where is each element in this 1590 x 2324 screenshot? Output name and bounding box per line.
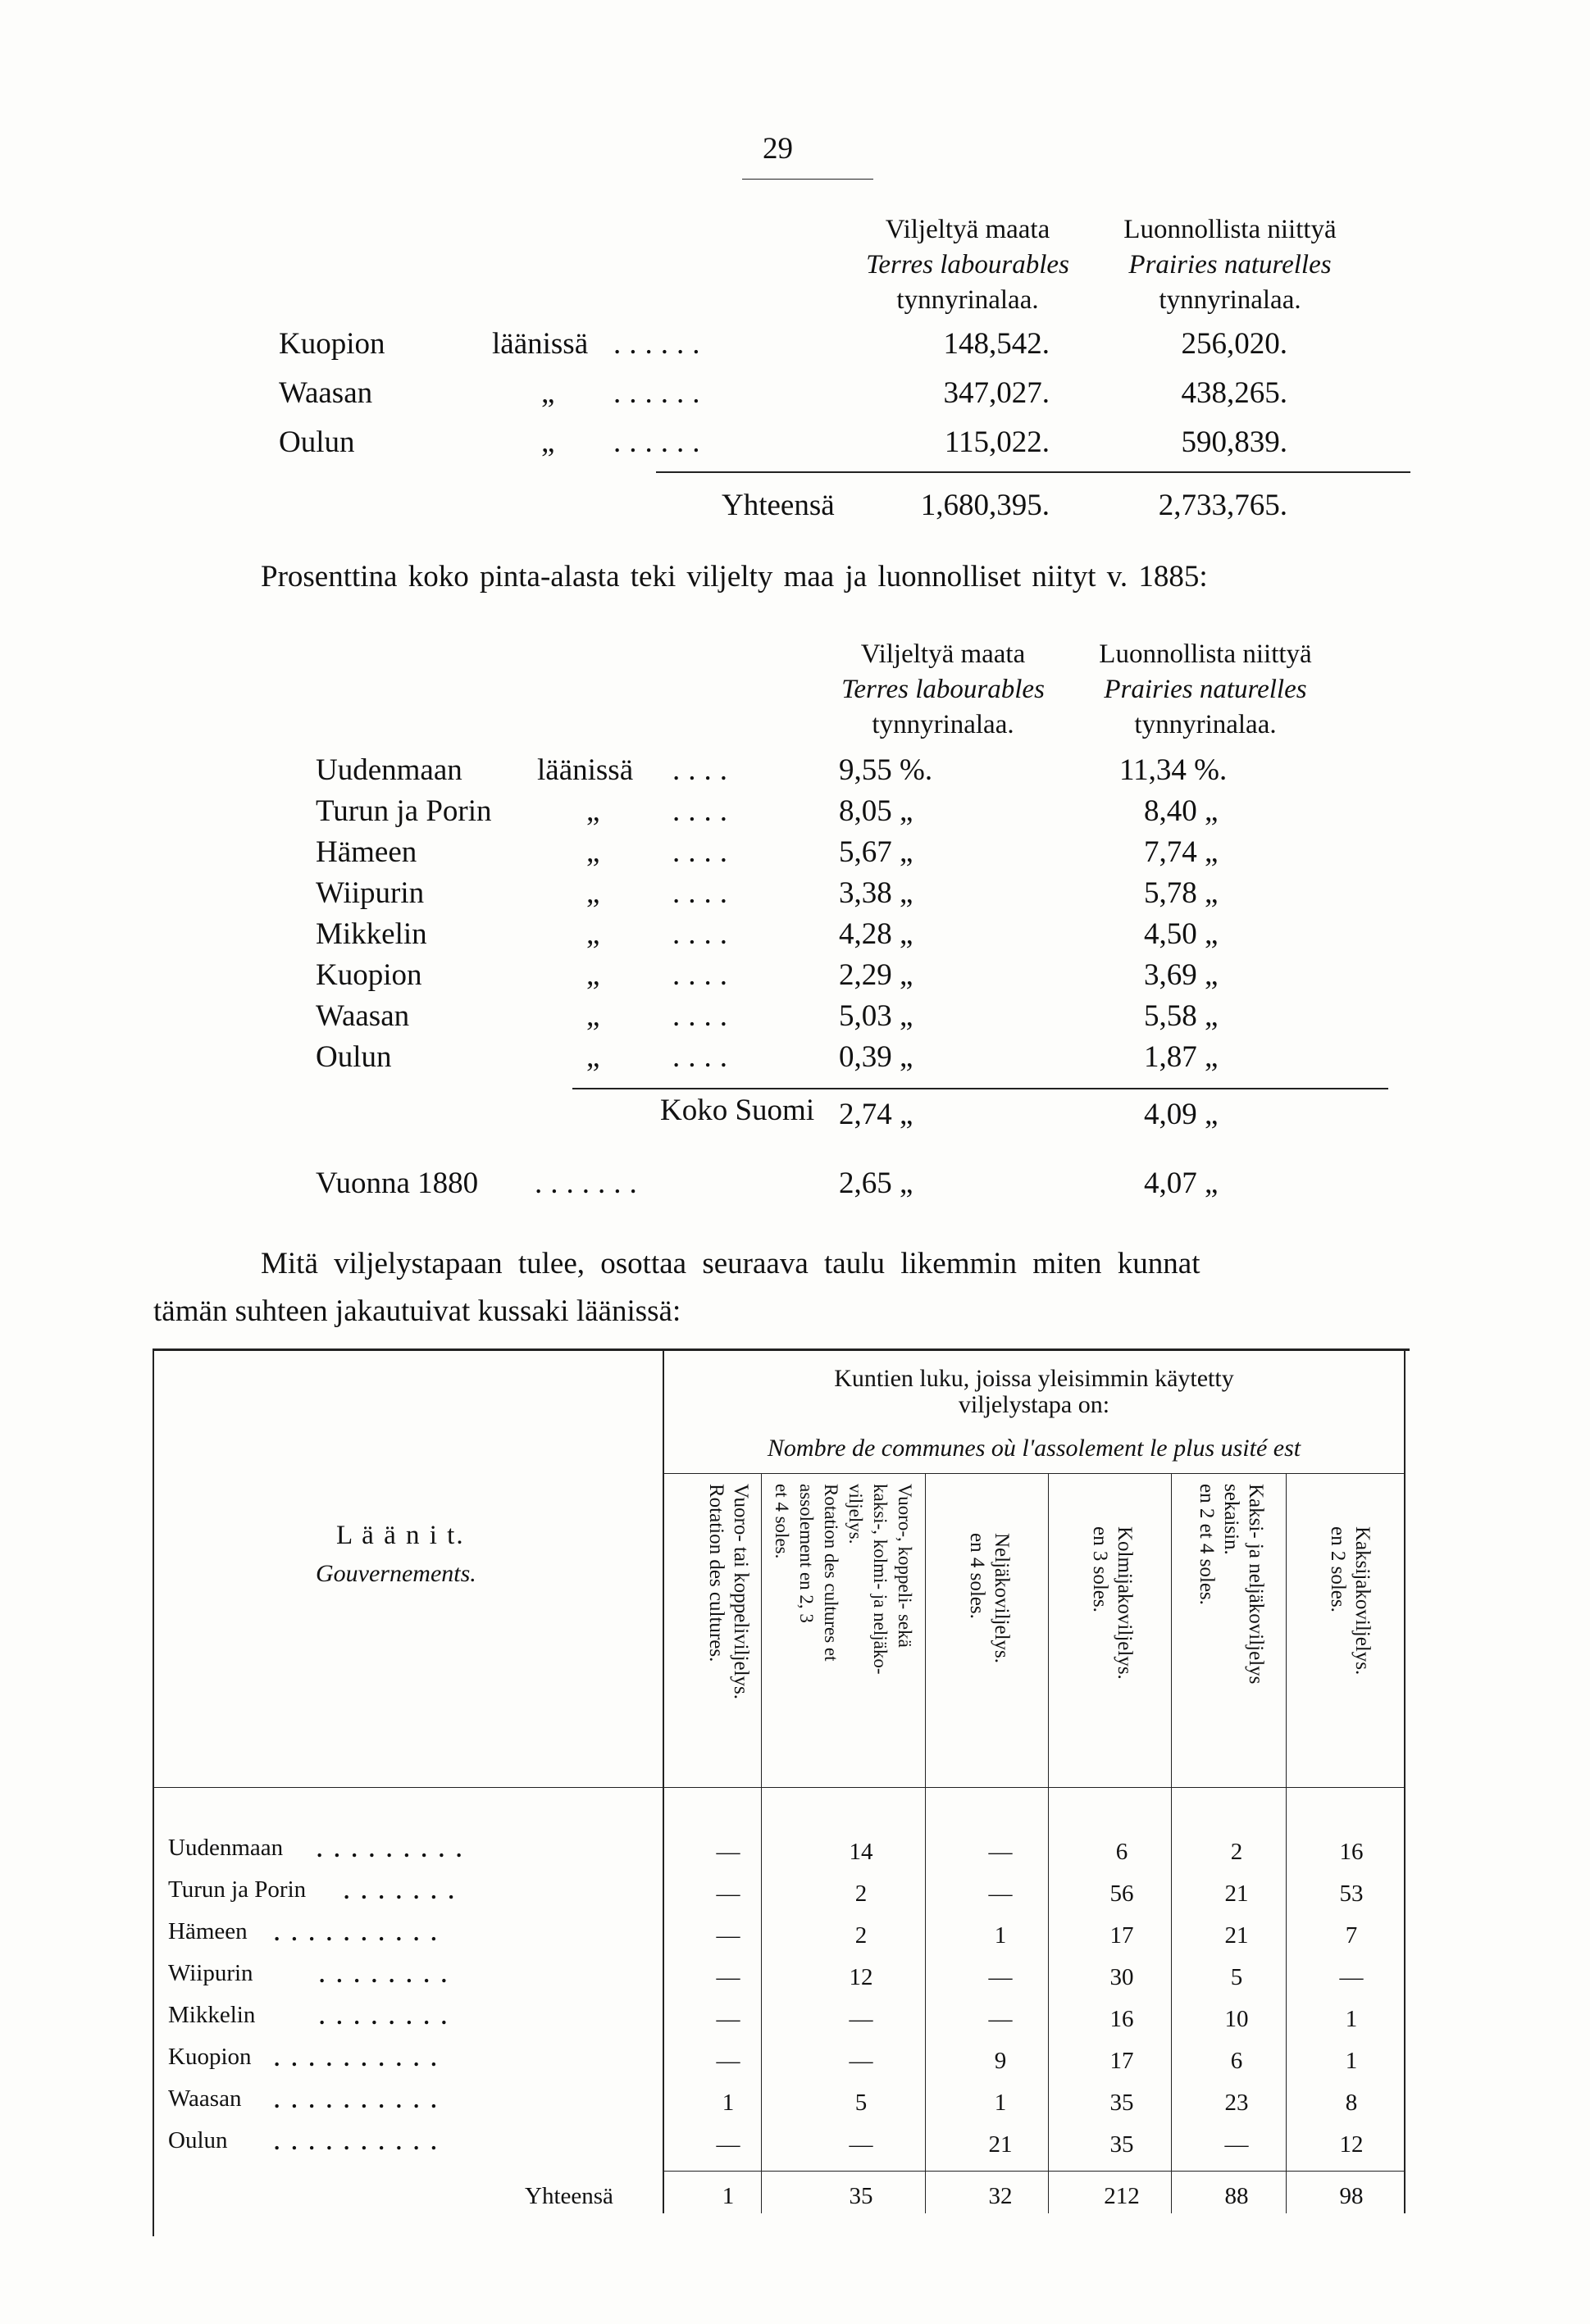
leader-dots: ....... [343, 1872, 465, 1906]
leader-dots: .... [672, 835, 736, 869]
leader-dots: .......... [273, 1914, 448, 1948]
t3-cell: 35 [1109, 2131, 1134, 2158]
t3-cell: 17 [1109, 2048, 1134, 2074]
t2-col1-fi: Viljeltyä maata [860, 639, 1026, 669]
t2-total-label: Koko Suomi [660, 1094, 815, 1127]
t2-row-word: „ [586, 999, 600, 1033]
t2-total-v1: 2,74 „ [839, 1098, 913, 1131]
t3-row-name: Uudenmaan [168, 1835, 284, 1861]
t3-cell: — [849, 2048, 873, 2074]
t3-cell: 21 [1224, 1881, 1249, 1907]
leader-dots: ...... [613, 327, 708, 361]
t1-row-name: Kuopion [279, 327, 385, 361]
t2-row-v2: 8,40 „ [1144, 794, 1219, 828]
t3-cell: 5 [1230, 1964, 1243, 1990]
t2-row-word: „ [586, 1040, 600, 1074]
t3-cell: — [1224, 2131, 1249, 2158]
t3-row-name: Hämeen [168, 1918, 248, 1944]
t3-left-border [153, 1351, 154, 2236]
t3-cell: 53 [1339, 1881, 1364, 1907]
t3-header-rule [663, 1473, 1405, 1474]
t3-total-rule [663, 2171, 1405, 2172]
t2-row-v2: 11,34 %. [1119, 753, 1228, 787]
t2-year-label: Vuonna 1880 [316, 1167, 479, 1200]
t3-cell: — [988, 1964, 1013, 1990]
t2-row-name: Mikkelin [316, 917, 427, 951]
t3-cell: 5 [854, 2090, 868, 2116]
t3-row-name: Wiipurin [168, 1960, 253, 1986]
leader-dots: ....... [535, 1167, 645, 1200]
t3-cell: 9 [994, 2048, 1007, 2074]
t3-cell: 35 [1109, 2090, 1134, 2116]
t3-col-header-5: Kaksi- ja neljäkoviljelys sekaisin. en 2 et 4 soles. [1196, 1484, 1267, 1685]
leader-dots: .......... [273, 2123, 448, 2157]
t1-col2-fi: Luonnollista niittyä [1123, 215, 1337, 244]
t3-row-name: Kuopion [168, 2044, 252, 2070]
t3-cell: 6 [1230, 2048, 1243, 2074]
t3-cell: — [849, 2006, 873, 2032]
t3-row-header-fi: L ä ä n i t. [336, 1521, 465, 1550]
t3-cell: 12 [849, 1964, 873, 1990]
leader-dots: .......... [273, 2040, 448, 2073]
t1-total-label: Yhteensä [722, 489, 835, 522]
t1-col1-fr: Terres labourables [866, 250, 1069, 280]
t3-col-divider [663, 1351, 664, 2213]
leader-dots: ......... [316, 1831, 473, 1864]
t3-total-cell: 98 [1339, 2183, 1364, 2209]
t3-total-cell: 212 [1104, 2183, 1140, 2209]
t3-cell: — [716, 1922, 740, 1949]
leader-dots: .... [672, 1040, 736, 1074]
t1-total-rule [656, 471, 1410, 473]
t1-row-v2: 256,020. [1181, 327, 1287, 361]
t3-cell: 1 [1345, 2006, 1358, 2032]
t1-row-word: „ [541, 376, 555, 410]
leader-dots: ........ [318, 1956, 458, 1990]
t3-cell: — [716, 2131, 740, 2158]
t3-col-header-1: Vuoro- tai koppeliviljelys. Rotation des cultures. [705, 1484, 752, 1700]
t3-cell: 8 [1345, 2090, 1358, 2116]
t3-row-name: Turun ja Porin [168, 1876, 307, 1903]
t3-top-rule [153, 1348, 1410, 1351]
t3-cell: — [716, 1964, 740, 1990]
t2-row-v2: 5,78 „ [1144, 876, 1219, 910]
t3-col-divider [925, 1474, 926, 2213]
t2-col2-fi: Luonnollista niittyä [1099, 639, 1312, 669]
t3-total-cell: 88 [1224, 2183, 1249, 2209]
t2-row-name: Wiipurin [316, 876, 425, 910]
t3-col-header-6: Kaksijakoviljelys. en 2 soles. [1327, 1526, 1374, 1676]
t3-col-divider [1286, 1474, 1287, 2213]
t2-row-v1: 8,05 „ [839, 794, 913, 828]
t3-cell: 12 [1339, 2131, 1364, 2158]
paragraph-1: Prosenttina koko pinta-alasta teki viljelty maa ja luonnolliset niityt v. 1885: [261, 560, 1208, 594]
paragraph-2-line-2: tämän suhteen jakautuivat kussaki läänissä: [153, 1294, 681, 1328]
t3-col-header-3: Neljäkoviljelys. en 4 soles. [966, 1533, 1013, 1663]
t2-col1-fr: Terres labourables [841, 675, 1045, 704]
t2-row-v1: 5,67 „ [839, 835, 913, 869]
t2-row-v2: 4,50 „ [1144, 917, 1219, 951]
t2-row-name: Uudenmaan [316, 753, 462, 787]
t3-cell: 2 [854, 1922, 868, 1949]
t3-header-fi-2: viljelystapa on: [958, 1391, 1110, 1418]
t3-header-fi-1: Kuntien luku, joissa yleisimmin käytetty [834, 1365, 1234, 1392]
leader-dots: .... [672, 999, 736, 1033]
t3-cell: — [988, 1839, 1013, 1865]
t3-body-rule [153, 1787, 1405, 1788]
t3-cell: 23 [1224, 2090, 1249, 2116]
t2-row-v2: 3,69 „ [1144, 958, 1219, 992]
t2-total-v2: 4,09 „ [1144, 1098, 1219, 1131]
leader-dots: .......... [273, 2081, 448, 2115]
t1-row-v1: 148,542. [943, 327, 1050, 361]
t3-header-fr: Nombre de communes où l'assolement le plus usité est [767, 1435, 1301, 1462]
t3-total-cell: 32 [988, 2183, 1013, 2209]
t3-cell: 1 [994, 1922, 1007, 1949]
t3-cell: 10 [1224, 2006, 1249, 2032]
leader-dots: .... [672, 753, 736, 787]
leader-dots: .... [672, 958, 736, 992]
t1-row-name: Waasan [279, 376, 373, 410]
t2-row-v1: 5,03 „ [839, 999, 913, 1033]
t3-total-cell: 35 [849, 2183, 873, 2209]
t3-cell: 1 [994, 2090, 1007, 2116]
page-number: 29 [763, 132, 793, 166]
t2-row-name: Kuopion [316, 958, 422, 992]
t2-row-v1: 0,39 „ [839, 1040, 913, 1074]
t3-cell: — [988, 1881, 1013, 1907]
leader-dots: .... [672, 794, 736, 828]
t3-cell: — [716, 1881, 740, 1907]
t3-cell: 2 [854, 1881, 868, 1907]
page-number-rule [742, 179, 873, 180]
t3-total-label: Yhteensä [525, 2183, 613, 2209]
t3-cell: — [716, 1839, 740, 1865]
t2-col2-unit: tynnyrinalaa. [1134, 710, 1277, 739]
t2-row-name: Turun ja Porin [316, 794, 492, 828]
t3-cell: 1 [722, 2090, 735, 2116]
t2-year-v2: 4,07 „ [1144, 1167, 1219, 1200]
t3-row-name: Oulun [168, 2127, 228, 2153]
t3-total-cell: 1 [722, 2183, 735, 2209]
t3-cell: 1 [1345, 2048, 1358, 2074]
t1-row-v2: 590,839. [1181, 425, 1287, 459]
t2-row-name: Hämeen [316, 835, 417, 869]
t1-row-v1: 115,022. [944, 425, 1050, 459]
t3-cell: — [988, 2006, 1013, 2032]
t3-row-name: Mikkelin [168, 2002, 256, 2028]
t1-row-word: „ [541, 425, 555, 459]
t3-cell: 21 [1224, 1922, 1249, 1949]
paragraph-2-line-1: Mitä viljelystapaan tulee, osottaa seuraava taulu likemmin miten kunnat [261, 1247, 1200, 1280]
t2-row-v1: 3,38 „ [839, 876, 913, 910]
t3-col-header-4: Kolmijakoviljelys. en 3 soles. [1089, 1526, 1136, 1680]
t2-row-v2: 7,74 „ [1144, 835, 1219, 869]
leader-dots: ........ [318, 1998, 458, 2031]
leader-dots: .... [672, 917, 736, 951]
t2-row-v1: 2,29 „ [839, 958, 913, 992]
t3-col-divider [1171, 1474, 1172, 2213]
t2-row-v1: 9,55 %. [839, 753, 933, 787]
t2-row-word: „ [586, 794, 600, 828]
t3-cell: — [849, 2131, 873, 2158]
t2-row-word: „ [586, 917, 600, 951]
t3-cell: — [1339, 1964, 1364, 1990]
t3-cell: 14 [849, 1839, 873, 1865]
t1-row-v1: 347,027. [943, 376, 1050, 410]
leader-dots: ...... [613, 376, 708, 410]
t1-total-v2: 2,733,765. [1158, 489, 1287, 522]
t2-year-v1: 2,65 „ [839, 1167, 913, 1200]
t3-cell: 56 [1109, 1881, 1134, 1907]
t2-row-v2: 1,87 „ [1144, 1040, 1219, 1074]
t3-col-header-2: Vuoro-, koppeli- sekä kaksi-, kolmi- ja neljäko- viljelys. Rotation des cultures et assolement en 2, 3 et 4 soles. [772, 1484, 915, 1675]
leader-dots: .... [672, 876, 736, 910]
t2-row-v1: 4,28 „ [839, 917, 913, 951]
t1-col1-fi: Viljeltyä maata [885, 215, 1050, 244]
t3-cell: 2 [1230, 1839, 1243, 1865]
t1-total-v1: 1,680,395. [920, 489, 1050, 522]
t3-cell: — [716, 2006, 740, 2032]
t1-row-word: läänissä [492, 327, 589, 361]
t2-row-name: Waasan [316, 999, 410, 1033]
t3-cell: 21 [988, 2131, 1013, 2158]
t2-col1-unit: tynnyrinalaa. [872, 710, 1014, 739]
t1-row-name: Oulun [279, 425, 355, 459]
t2-row-name: Oulun [316, 1040, 392, 1074]
t2-row-v2: 5,58 „ [1144, 999, 1219, 1033]
leader-dots: ...... [613, 425, 708, 459]
t3-cell: 30 [1109, 1964, 1134, 1990]
t1-col1-unit: tynnyrinalaa. [896, 285, 1039, 315]
t3-cell: 7 [1345, 1922, 1358, 1949]
t2-row-word: läänissä [537, 753, 634, 787]
t1-row-v2: 438,265. [1181, 376, 1287, 410]
t2-total-rule [572, 1088, 1388, 1089]
t2-row-word: „ [586, 835, 600, 869]
t3-row-name: Waasan [168, 2085, 242, 2112]
t3-row-header-fr: Gouvernements. [316, 1560, 476, 1587]
t3-right-border [1404, 1351, 1405, 2213]
t2-row-word: „ [586, 958, 600, 992]
t2-col2-fr: Prairies naturelles [1104, 675, 1307, 704]
t2-row-word: „ [586, 876, 600, 910]
t3-cell: — [716, 2048, 740, 2074]
t3-cell: 17 [1109, 1922, 1134, 1949]
t1-col2-fr: Prairies naturelles [1128, 250, 1332, 280]
t3-cell: 16 [1109, 2006, 1134, 2032]
t3-cell: 16 [1339, 1839, 1364, 1865]
t3-cell: 6 [1115, 1839, 1128, 1865]
t1-col2-unit: tynnyrinalaa. [1159, 285, 1301, 315]
